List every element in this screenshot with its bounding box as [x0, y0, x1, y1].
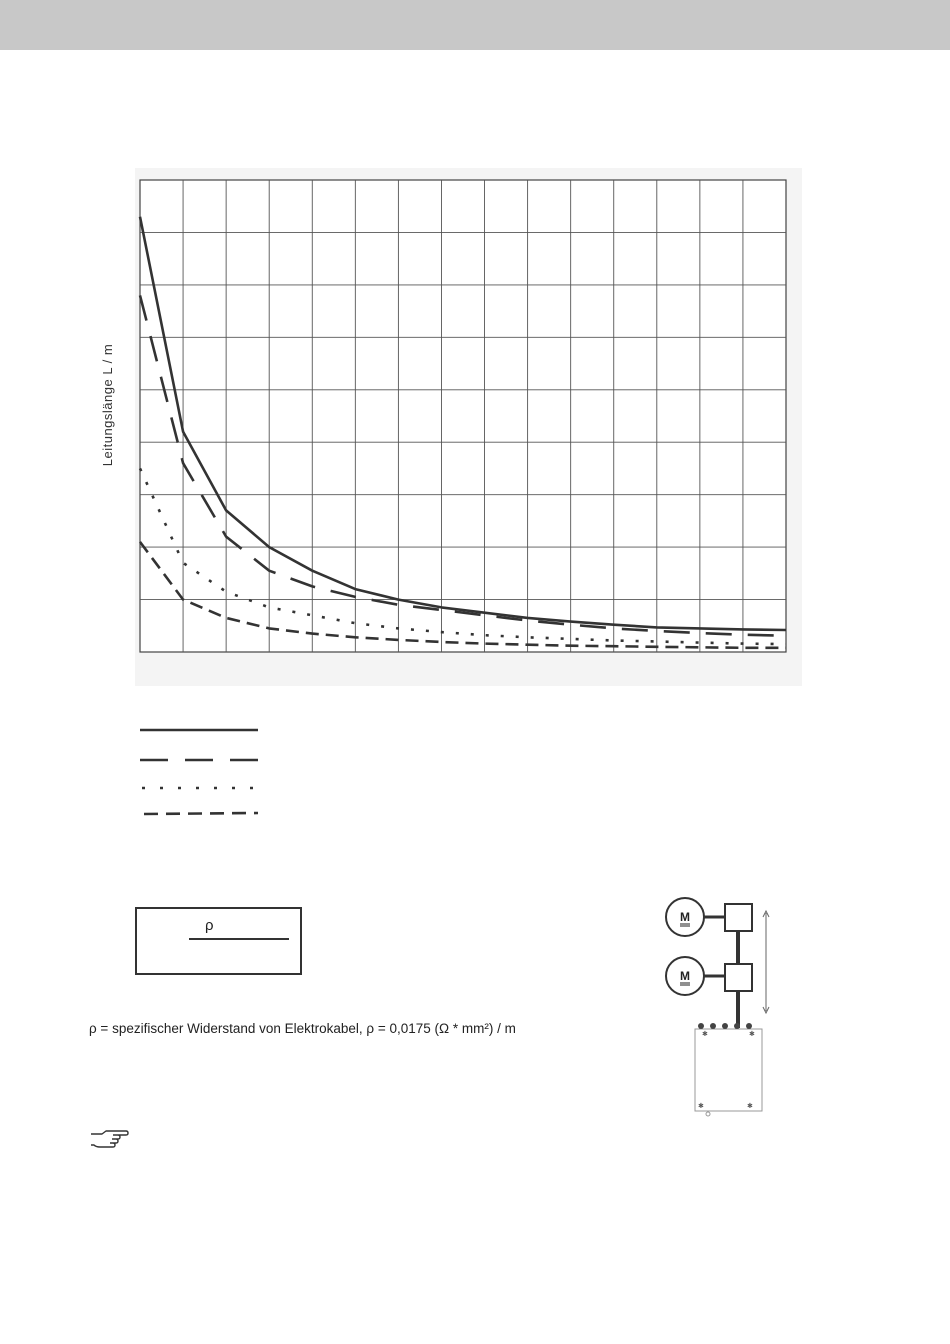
svg-text:✱: ✱ [702, 1030, 708, 1038]
control-box-icon-2 [725, 964, 752, 991]
chart-legend [138, 718, 268, 828]
cable-length-chart [135, 168, 802, 686]
svg-text:✱: ✱ [698, 1102, 704, 1110]
fraction-line [189, 938, 289, 940]
pointing-hand-icon [88, 1128, 130, 1155]
motor-icon-2 [666, 957, 704, 995]
motor-label-1: M [680, 910, 690, 924]
legend-item-short-dash [138, 802, 268, 830]
header-band [0, 0, 950, 50]
power-supply-icon [695, 1029, 762, 1111]
formula-box [135, 907, 302, 975]
legend-item-solid [138, 718, 268, 746]
legend-item-long-dash [138, 746, 268, 774]
chart-panel [135, 168, 802, 686]
motor-label-2: M [680, 969, 690, 983]
chart-grid [140, 180, 786, 652]
formula-rho: ρ [205, 917, 214, 934]
svg-text:✱: ✱ [749, 1030, 755, 1038]
legend-item-dotted [138, 774, 268, 802]
motor-icon-1 [666, 898, 704, 936]
y-axis-label: Leitungslänge L / m [100, 343, 115, 467]
resistance-footnote: ρ = spezifischer Widerstand von Elektrokabel, ρ = 0,0175 (Ω * mm²) / m [89, 1021, 516, 1036]
svg-text:✱: ✱ [747, 1102, 753, 1110]
wiring-diagram [655, 893, 790, 1128]
control-box-icon-1 [725, 904, 752, 931]
plot-area [140, 180, 786, 652]
